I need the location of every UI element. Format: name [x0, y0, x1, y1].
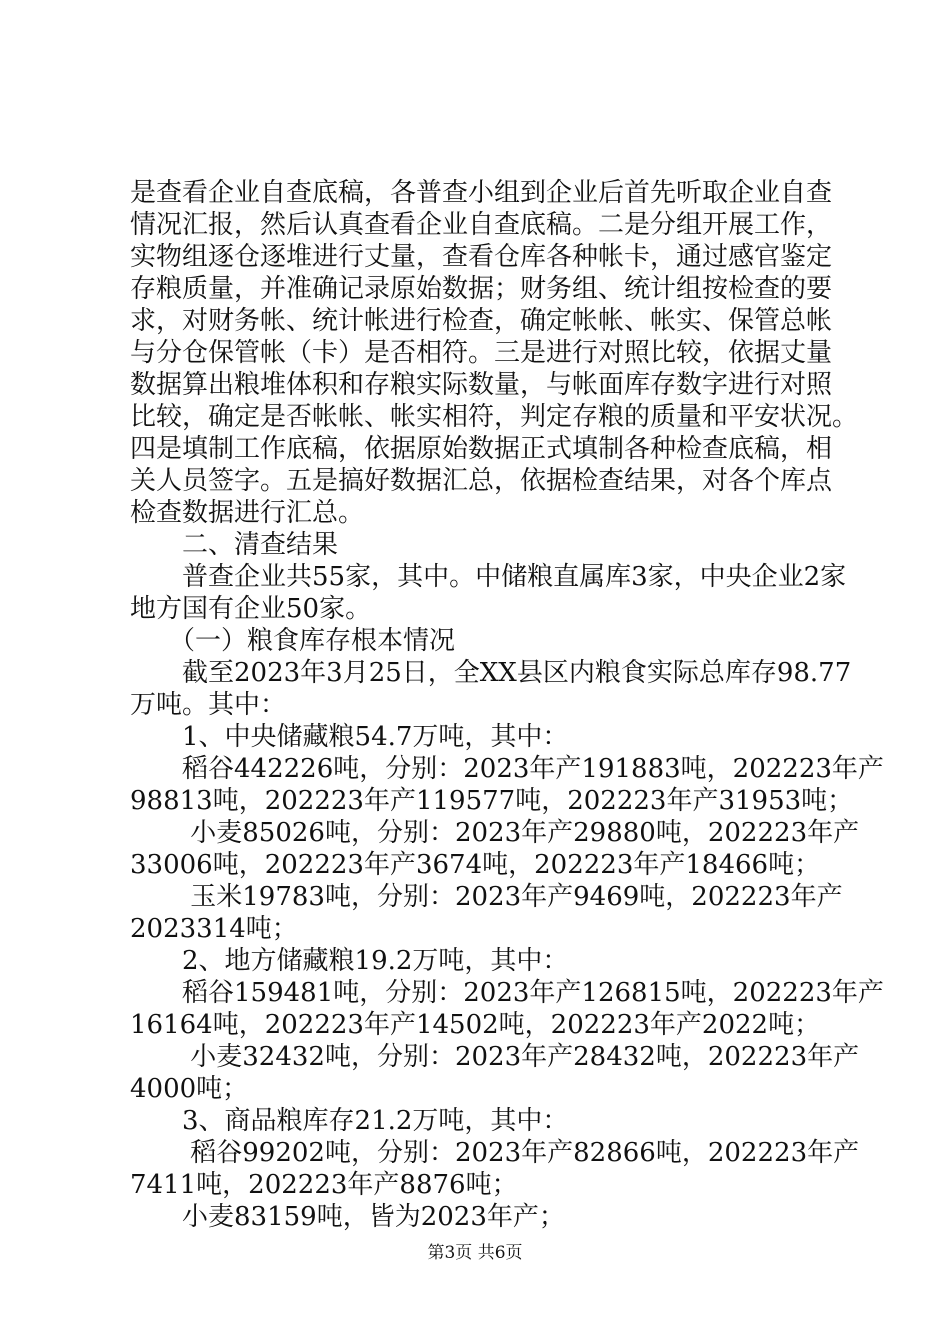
text-line: 关人员签字。五是搞好数据汇总，依据检查结果，对各个库点: [130, 466, 833, 496]
text-line: 小麦85026吨，分别：2023年产29880吨，202223年产: [130, 818, 860, 848]
text-line: 是查看企业自查底稿，各普查小组到企业后首先听取企业自查: [130, 178, 833, 208]
text-line: 存粮质量，并准确记录原始数据；财务组、统计组按检查的要: [130, 274, 833, 304]
text-line: 四是填制工作底稿，依据原始数据正式填制各种检查底稿，相: [130, 434, 833, 464]
text-line: 稻谷99202吨，分别：2023年产82866吨，202223年产: [130, 1138, 860, 1168]
text-line: 稻谷442226吨，分别：2023年产191883吨，202223年产: [130, 754, 884, 784]
text-line: 16164吨，202223年产14502吨，202223年产2022吨；: [130, 1010, 821, 1040]
text-line: 稻谷159481吨，分别：2023年产126815吨，202223年产: [130, 978, 884, 1008]
text-line: 数据算出粮堆体积和存粮实际数量，与帐面库存数字进行对照: [130, 370, 833, 400]
text-line: 4000吨；: [130, 1074, 249, 1104]
text-line: 玉米19783吨，分别：2023年产9469吨，202223年产: [130, 882, 843, 912]
text-line: 情况汇报，然后认真查看企业自查底稿。二是分组开展工作，: [130, 210, 833, 240]
text-line: 2023314吨；: [130, 914, 298, 944]
text-line: 1、中央储藏粮54.7万吨，其中：: [130, 722, 569, 752]
text-line: 截至2023年3月25日，全XX县区内粮食实际总库存98.77: [130, 658, 852, 688]
text-line: 求，对财务帐、统计帐进行检查，确定帐帐、帐实、保管总帐: [130, 306, 833, 336]
text-line: 小麦32432吨，分别：2023年产28432吨，202223年产: [130, 1042, 860, 1072]
section-heading: 二、清查结果: [130, 530, 339, 560]
text-line: 33006吨，202223年产3674吨，202223年产18466吨；: [130, 850, 821, 880]
text-line: 比较，确定是否帐帐、帐实相符，判定存粮的质量和平安状况。: [130, 402, 859, 432]
text-line: 小麦83159吨，皆为2023年产；: [130, 1202, 565, 1232]
text-line: 7411吨，202223年产8876吨；: [130, 1170, 518, 1200]
text-line: 98813吨，202223年产119577吨，202223年产31953吨；: [130, 786, 854, 816]
text-line: 与分仓保管帐（卡）是否相符。三是进行对照比较，依据丈量: [130, 338, 833, 368]
text-line: 检查数据进行汇总。: [130, 498, 365, 528]
text-line: 万吨。其中：: [130, 690, 287, 720]
text-line: 3、商品粮库存21.2万吨，其中：: [130, 1106, 569, 1136]
text-line: 实物组逐仓逐堆进行丈量，查看仓库各种帐卡，通过感官鉴定: [130, 242, 833, 272]
text-line: 地方国有企业50家。: [130, 594, 372, 624]
subsection-heading: （一）粮食库存根本情况: [130, 626, 456, 656]
text-line: 2、地方储藏粮19.2万吨，其中：: [130, 946, 569, 976]
page-footer: 第3页 共6页: [427, 1243, 523, 1263]
text-line: 普查企业共55家，其中。中储粮直属库3家，中央企业2家: [130, 562, 847, 592]
